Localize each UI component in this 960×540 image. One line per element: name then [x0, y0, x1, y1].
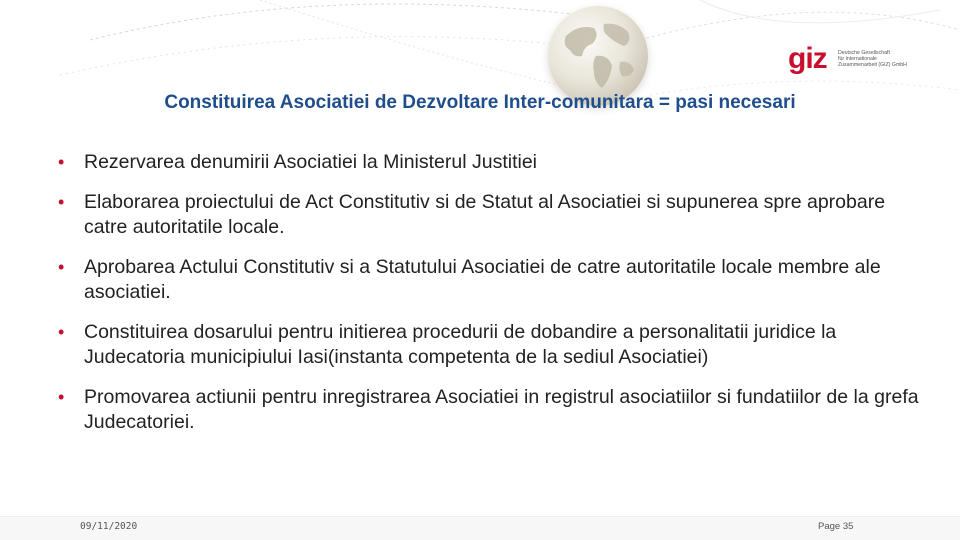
- footer-date: 09/11/2020: [80, 521, 138, 532]
- bullet-item: [58, 385, 928, 435]
- slide-title: Constituirea Asociatiei de Dezvoltare Inter-comunitara = pasi necesari: [164, 92, 796, 113]
- bullet-item: [58, 255, 928, 305]
- bullet-icon: •: [58, 152, 65, 172]
- footer-bar: [0, 516, 960, 540]
- bullet-icon: •: [58, 322, 65, 342]
- bullet-text: Aprobarea Actului Constitutiv si a Statutului Asociatiei de catre autoritatile locale membre ale asociatiei.: [84, 256, 881, 303]
- bullet-icon: •: [58, 387, 65, 407]
- bullet-list: [58, 150, 928, 450]
- logo-caption-line: für Internationale: [838, 56, 877, 63]
- logo-caption: [838, 50, 938, 69]
- logo-mark: giz: [788, 42, 827, 75]
- bullet-text: Rezervarea denumirii Asociatiei la Ministerul Justitiei: [84, 151, 538, 173]
- bullet-item: [58, 190, 928, 240]
- bullet-icon: •: [58, 192, 65, 212]
- footer-page-number: Page 35: [818, 521, 854, 532]
- bullet-text: Promovarea actiunii pentru inregistrarea Asociatiei in registrul asociatiilor si fundatiilor de la grefa Judecatoriei.: [84, 386, 919, 433]
- bullet-text: Elaborarea proiectului de Act Constitutiv si de Statut al Asociatiei si supunerea spre aprobare catre autoritatile locale.: [84, 191, 886, 238]
- bullet-text: Constituirea dosarului pentru initierea procedurii de dobandire a personalitatii juridice la Judecatoria municipiului Iasi(instanta competenta de la sediul Asociatiei): [84, 321, 837, 368]
- bullet-icon: •: [58, 257, 65, 277]
- logo-caption-line: Deutsche Gesellschaft: [838, 50, 890, 56]
- globe-icon: [548, 6, 648, 106]
- giz-logo: [788, 42, 938, 80]
- bullet-item: [58, 320, 928, 370]
- logo-caption-line: Zusammenarbeit (GIZ) GmbH: [838, 62, 907, 69]
- bullet-item: [58, 150, 928, 175]
